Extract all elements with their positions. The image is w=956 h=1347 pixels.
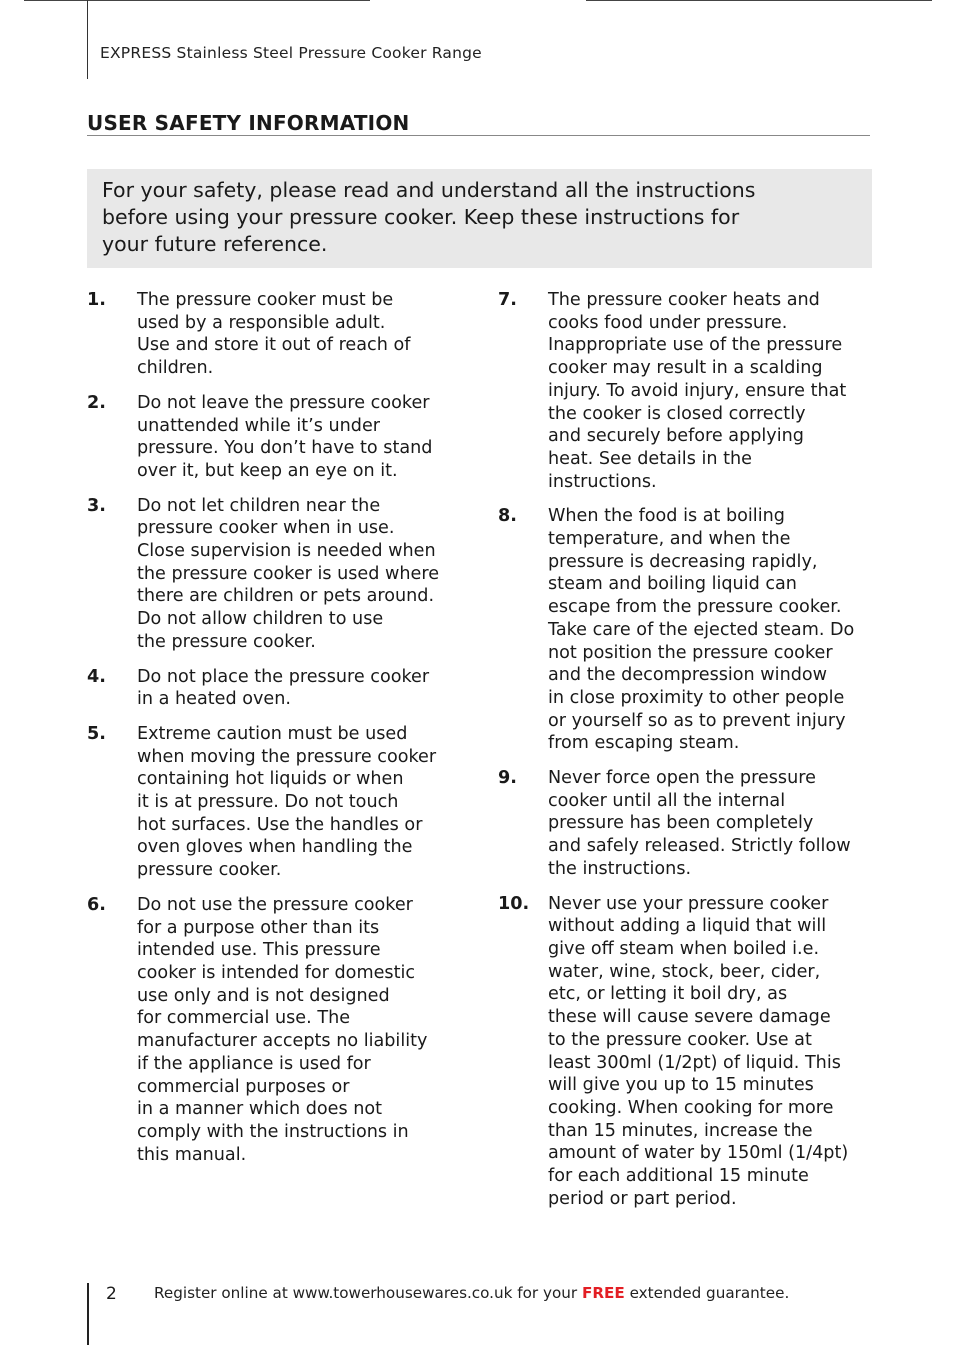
item-line: in close proximity to other people	[548, 687, 845, 708]
safety-item	[87, 495, 472, 654]
item-number: 4.	[87, 666, 106, 687]
item-line: Do not let children near the	[137, 495, 381, 516]
item-line: these will cause severe damage	[548, 1007, 831, 1028]
top-rule-right	[586, 0, 932, 1]
item-line: cooker is intended for domestic	[137, 962, 416, 983]
safety-item	[87, 894, 472, 1166]
item-line: children.	[137, 358, 214, 379]
item-line: Never use your pressure cooker	[548, 893, 829, 914]
item-line: Do not use the pressure cooker	[137, 894, 413, 915]
item-line: water, wine, stock, beer, cider,	[548, 961, 821, 982]
item-line: pressure is decreasing rapidly,	[548, 551, 818, 572]
item-line: heat. See details in the	[548, 448, 752, 469]
item-line: for each additional 15 minute	[548, 1166, 809, 1187]
item-text	[137, 666, 472, 711]
item-line: this manual.	[137, 1144, 247, 1165]
item-line: containing hot liquids or when	[137, 769, 404, 790]
item-line: the pressure cooker.	[137, 631, 316, 652]
item-line: steam and boiling liquid can	[548, 574, 797, 595]
item-text	[137, 495, 472, 654]
safety-item	[87, 392, 472, 483]
item-line: the cooker is closed correctly	[548, 403, 806, 424]
item-text	[548, 767, 878, 881]
item-line: Inappropriate use of the pressure	[548, 335, 843, 356]
header-divider	[87, 0, 88, 79]
item-line: least 300ml (1/2pt) of liquid. This	[548, 1052, 841, 1073]
safety-intro-box	[87, 169, 872, 268]
item-line: Use and store it out of reach of	[137, 335, 411, 356]
item-line: will give you up to 15 minutes	[548, 1075, 814, 1096]
item-line: and securely before applying	[548, 426, 804, 447]
item-line: cooker until all the internal	[548, 790, 786, 811]
item-line: from escaping steam.	[548, 733, 740, 754]
item-line: temperature, and when the	[548, 529, 791, 550]
item-line: give off steam when boiled i.e.	[548, 938, 820, 959]
safety-item	[498, 893, 878, 1211]
item-number: 2.	[87, 392, 106, 413]
item-number: 9.	[498, 768, 517, 789]
item-line: there are children or pets around.	[137, 586, 435, 607]
item-line: for commercial use. The	[137, 1008, 351, 1029]
item-number: 5.	[87, 723, 106, 744]
item-text	[137, 894, 472, 1166]
top-rule-left	[24, 0, 370, 1]
item-line: cooker may result in a scalding	[548, 358, 823, 379]
item-line: The pressure cooker heats and	[548, 290, 820, 310]
section-title: USER SAFETY INFORMATION	[87, 111, 410, 135]
safety-list-left	[87, 289, 472, 1178]
item-line: cooking. When cooking for more	[548, 1097, 834, 1118]
footer-text-before: Register online at www.towerhousewares.co.uk for your	[154, 1284, 582, 1302]
item-line: amount of water by 150ml (1/4pt)	[548, 1143, 849, 1164]
item-line: escape from the pressure cooker.	[548, 597, 842, 618]
item-line: used by a responsible adult.	[137, 312, 386, 333]
item-line: cooks food under pressure.	[548, 312, 788, 333]
item-text	[137, 723, 472, 882]
item-line: or yourself so as to prevent injury	[548, 710, 846, 731]
item-text	[137, 392, 472, 483]
item-line: for a purpose other than its	[137, 917, 380, 938]
item-text	[137, 289, 472, 380]
item-line: when moving the pressure cooker	[137, 746, 437, 767]
item-number: 10.	[498, 893, 530, 914]
intro-line: your future reference.	[102, 231, 328, 256]
item-line: in a manner which does not	[137, 1099, 383, 1120]
item-line: without adding a liquid that will	[548, 916, 827, 937]
item-line: the instructions.	[548, 858, 692, 879]
item-line: instructions.	[548, 471, 657, 492]
item-line: Extreme caution must be used	[137, 723, 408, 744]
item-line: hot surfaces. Use the handles or	[137, 814, 423, 835]
item-line: and the decompression window	[548, 665, 828, 686]
item-line: not position the pressure cooker	[548, 642, 833, 663]
item-line: period or part period.	[548, 1188, 737, 1209]
footer-guarantee-note	[154, 1284, 789, 1302]
item-line: commercial purposes or	[137, 1076, 350, 1097]
item-line: Do not place the pressure cooker	[137, 666, 430, 687]
safety-item	[87, 289, 472, 380]
item-line: intended use. This pressure	[137, 940, 381, 961]
item-line: unattended while it’s under	[137, 415, 381, 436]
item-text	[548, 505, 878, 755]
item-line: etc, or letting it boil dry, as	[548, 984, 788, 1005]
item-line: to the pressure cooker. Use at	[548, 1029, 812, 1050]
footer-text-after: extended guarantee.	[624, 1284, 790, 1302]
item-line: the pressure cooker is used where	[137, 563, 440, 584]
page-number: 2	[106, 1284, 117, 1304]
item-line: comply with the instructions in	[137, 1121, 409, 1142]
safety-list-right	[498, 289, 878, 1222]
title-underline	[87, 135, 870, 136]
item-line: oven gloves when handling the	[137, 837, 413, 858]
item-line: pressure. You don’t have to stand	[137, 438, 433, 459]
item-number: 3.	[87, 495, 106, 516]
item-line: it is at pressure. Do not touch	[137, 792, 399, 813]
running-header: EXPRESS Stainless Steel Pressure Cooker Range	[100, 44, 482, 62]
item-line: than 15 minutes, increase the	[548, 1120, 813, 1141]
item-text	[548, 289, 878, 493]
safety-item	[498, 505, 878, 755]
intro-line: For your safety, please read and understand all the instructions	[102, 178, 756, 202]
item-line: Never force open the pressure	[548, 768, 816, 789]
safety-item	[498, 767, 878, 881]
item-line: Do not allow children to use	[137, 609, 384, 630]
safety-item	[87, 723, 472, 882]
item-line: injury. To avoid injury, ensure that	[548, 380, 847, 401]
item-line: Close supervision is needed when	[137, 541, 436, 562]
item-number: 8.	[498, 506, 517, 527]
item-number: 1.	[87, 290, 106, 310]
safety-item	[87, 666, 472, 711]
item-line: and safely released. Strictly follow	[548, 836, 851, 857]
item-text	[548, 893, 878, 1211]
item-line: pressure cooker when in use.	[137, 518, 395, 539]
item-number: 7.	[498, 290, 517, 310]
item-line: over it, but keep an eye on it.	[137, 460, 398, 481]
footer-divider	[87, 1283, 89, 1345]
item-line: When the food is at boiling	[548, 506, 785, 527]
item-line: pressure cooker.	[137, 860, 282, 881]
item-number: 6.	[87, 894, 106, 915]
item-line: if the appliance is used for	[137, 1053, 371, 1074]
item-line: Take care of the ejected steam. Do	[548, 619, 855, 640]
item-line: pressure has been completely	[548, 813, 814, 834]
safety-item	[498, 289, 878, 493]
item-line: in a heated oven.	[137, 689, 291, 710]
item-line: manufacturer accepts no liability	[137, 1031, 428, 1052]
item-line: use only and is not designed	[137, 985, 390, 1006]
item-line: The pressure cooker must be	[137, 290, 394, 310]
intro-line: before using your pressure cooker. Keep these instructions for	[102, 204, 740, 229]
item-line: Do not leave the pressure cooker	[137, 392, 430, 413]
free-highlight: FREE	[581, 1284, 625, 1302]
